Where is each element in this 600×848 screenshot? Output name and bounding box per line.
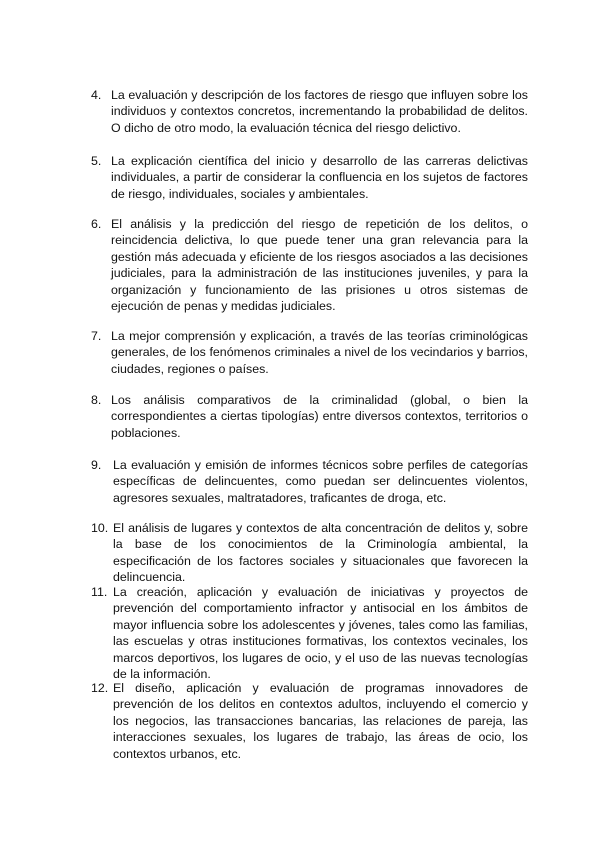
item-text: El análisis y la predicción del riesgo de repetición de los delitos, o reincidencia delictiva, lo que puede tener una gran relevancia para la gestión más adecuada y eficiente de los riesgos asociados a las decisiones judiciales, para la administración de las instituciones juveniles, y para la organización y funcionamiento de las prisiones u otros sistemas de ejecución de penas y medidas judiciales. — [111, 217, 528, 314]
item-number: 7. — [91, 329, 102, 343]
item-text: La evaluación y descripción de los factores de riesgo que influyen sobre los individuos y contextos concretos, incrementando la probabilidad de delitos. O dicho de otro modo, la evaluación técnica del riesgo delictivo. — [111, 88, 528, 135]
list-item — [91, 584, 528, 682]
item-text: El análisis de lugares y contextos de alta concentración de delitos y, sobre la base de los conocimientos de la Criminología ambiental, la especificación de los factores sociales y situacionales que favorecen la delincuencia. — [113, 521, 528, 585]
list-item — [91, 457, 528, 506]
item-number: 9. — [91, 458, 102, 472]
item-text: El diseño, aplicación y evaluación de programas innovadores de prevención de los delitos en contextos adultos, incluyendo el comercio y los negocios, las transacciones bancarias, las relaciones de pareja, las interacciones sexuales, los lugares de trabajo, las áreas de ocio, los contextos urbanos, etc. — [113, 681, 528, 761]
item-text: La explicación científica del inicio y desarrollo de las carreras delictivas individuales, a partir de considerar la confluencia en los sujetos de factores de riesgo, individuales, sociales y ambientales. — [111, 154, 528, 201]
item-number: 11. — [91, 585, 108, 599]
list-item — [91, 392, 528, 441]
list-item — [91, 153, 528, 202]
item-text: Los análisis comparativos de la criminalidad (global, o bien la correspondientes a ciertas tipologías) entre diversos contextos, territorios o poblaciones. — [111, 393, 528, 440]
item-number: 6. — [91, 217, 102, 231]
list-item — [91, 520, 528, 586]
item-number: 4. — [91, 88, 102, 102]
item-number: 5. — [91, 154, 102, 168]
list-item — [91, 328, 528, 377]
item-text: La mejor comprensión y explicación, a través de las teorías criminológicas generales, de los fenómenos criminales a nivel de los vecindarios y barrios, ciudades, regiones o países. — [111, 329, 528, 376]
list-item — [91, 680, 528, 762]
item-text: La creación, aplicación y evaluación de iniciativas y proyectos de prevención del comportamiento infractor y antisocial en los ámbitos de mayor influencia sobre los adolescentes y jóvenes, tales como las familias, las escuelas y otras instituciones formativas, los contextos vecinales, los marcos deportivos, los lugares de ocio, y el uso de las nuevas tecnologías de la información. — [113, 585, 528, 682]
list-item — [91, 216, 528, 314]
item-text: La evaluación y emisión de informes técnicos sobre perfiles de categorías específicas de delincuentes, como puedan ser delincuentes violentos, agresores sexuales, maltratadores, traficantes de droga, etc. — [113, 458, 528, 505]
list-item — [91, 87, 528, 136]
item-number: 8. — [91, 393, 102, 407]
item-number: 12. — [91, 681, 109, 695]
item-number: 10. — [91, 521, 109, 535]
